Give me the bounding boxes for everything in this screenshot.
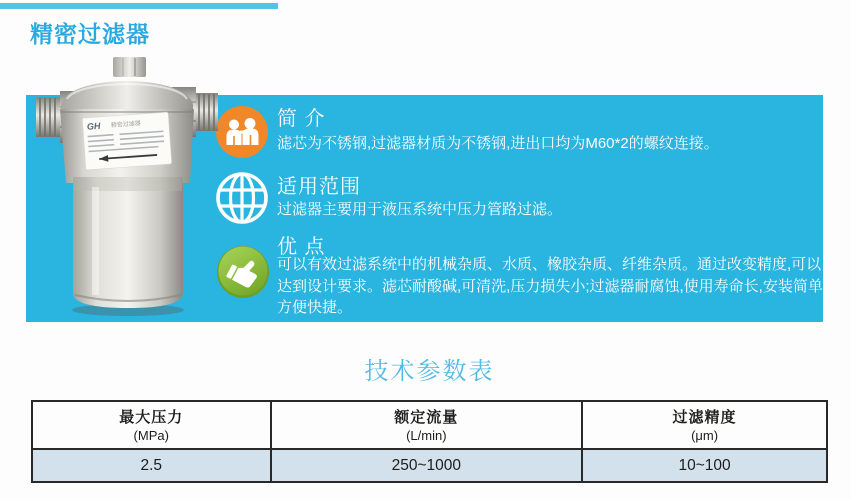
section-body-scope: 过滤器主要用于液压系统中压力管路过滤。 — [277, 201, 563, 218]
section-body-intro: 滤芯为不锈钢,过滤器材质为不锈钢,进出口均为M60*2的螺纹连接。 — [277, 135, 719, 152]
col-unit: (μm) — [691, 428, 719, 443]
spec-table-value-row — [32, 449, 827, 482]
spec-col-max-pressure — [32, 401, 271, 449]
top-fitting — [113, 57, 146, 77]
spec-col-filtration-precision — [582, 401, 827, 449]
value-filtration-precision: 10~100 — [582, 449, 827, 482]
col-title: 过滤精度 — [672, 409, 737, 426]
page-title: 精密过滤器 — [30, 21, 150, 47]
team-icon — [216, 106, 268, 158]
spec-table — [31, 400, 828, 483]
spec-col-rated-flow — [271, 401, 583, 449]
label-logo: GH — [86, 120, 101, 132]
product-label — [82, 112, 171, 170]
col-unit: (L/min) — [406, 428, 447, 443]
value-max-pressure: 2.5 — [32, 449, 271, 482]
thumbs-up-icon — [217, 246, 269, 298]
col-title: 额定流量 — [394, 409, 459, 426]
col-title: 最大压力 — [119, 409, 184, 426]
section-title-advantages: 优 点 — [277, 236, 326, 258]
value-rated-flow: 250~1000 — [271, 449, 583, 482]
page-top-accent-strip — [0, 3, 278, 9]
dome-cap — [61, 81, 193, 111]
section-title-scope: 适用范围 — [277, 176, 361, 198]
spec-table-heading: 技术参数表 — [364, 358, 495, 385]
section-title-intro: 简 介 — [277, 108, 326, 130]
label-title: 精密过滤器 — [110, 120, 142, 130]
globe-icon — [214, 170, 270, 226]
col-unit: (MPa) — [133, 428, 169, 443]
spec-table-header-row — [32, 401, 827, 449]
filter-body — [73, 177, 183, 308]
product-photo-precision-filter — [34, 55, 220, 319]
section-body-advantages: 可以有效过滤系统中的机械杂质、水质、橡胶杂质、纤维杂质。通过改变精度,可以达到设计要求。滤芯耐酸碱,可清洗,压力损失小;过滤器耐腐蚀,使用寿命长,安装简单,方便快捷。 — [277, 256, 828, 316]
